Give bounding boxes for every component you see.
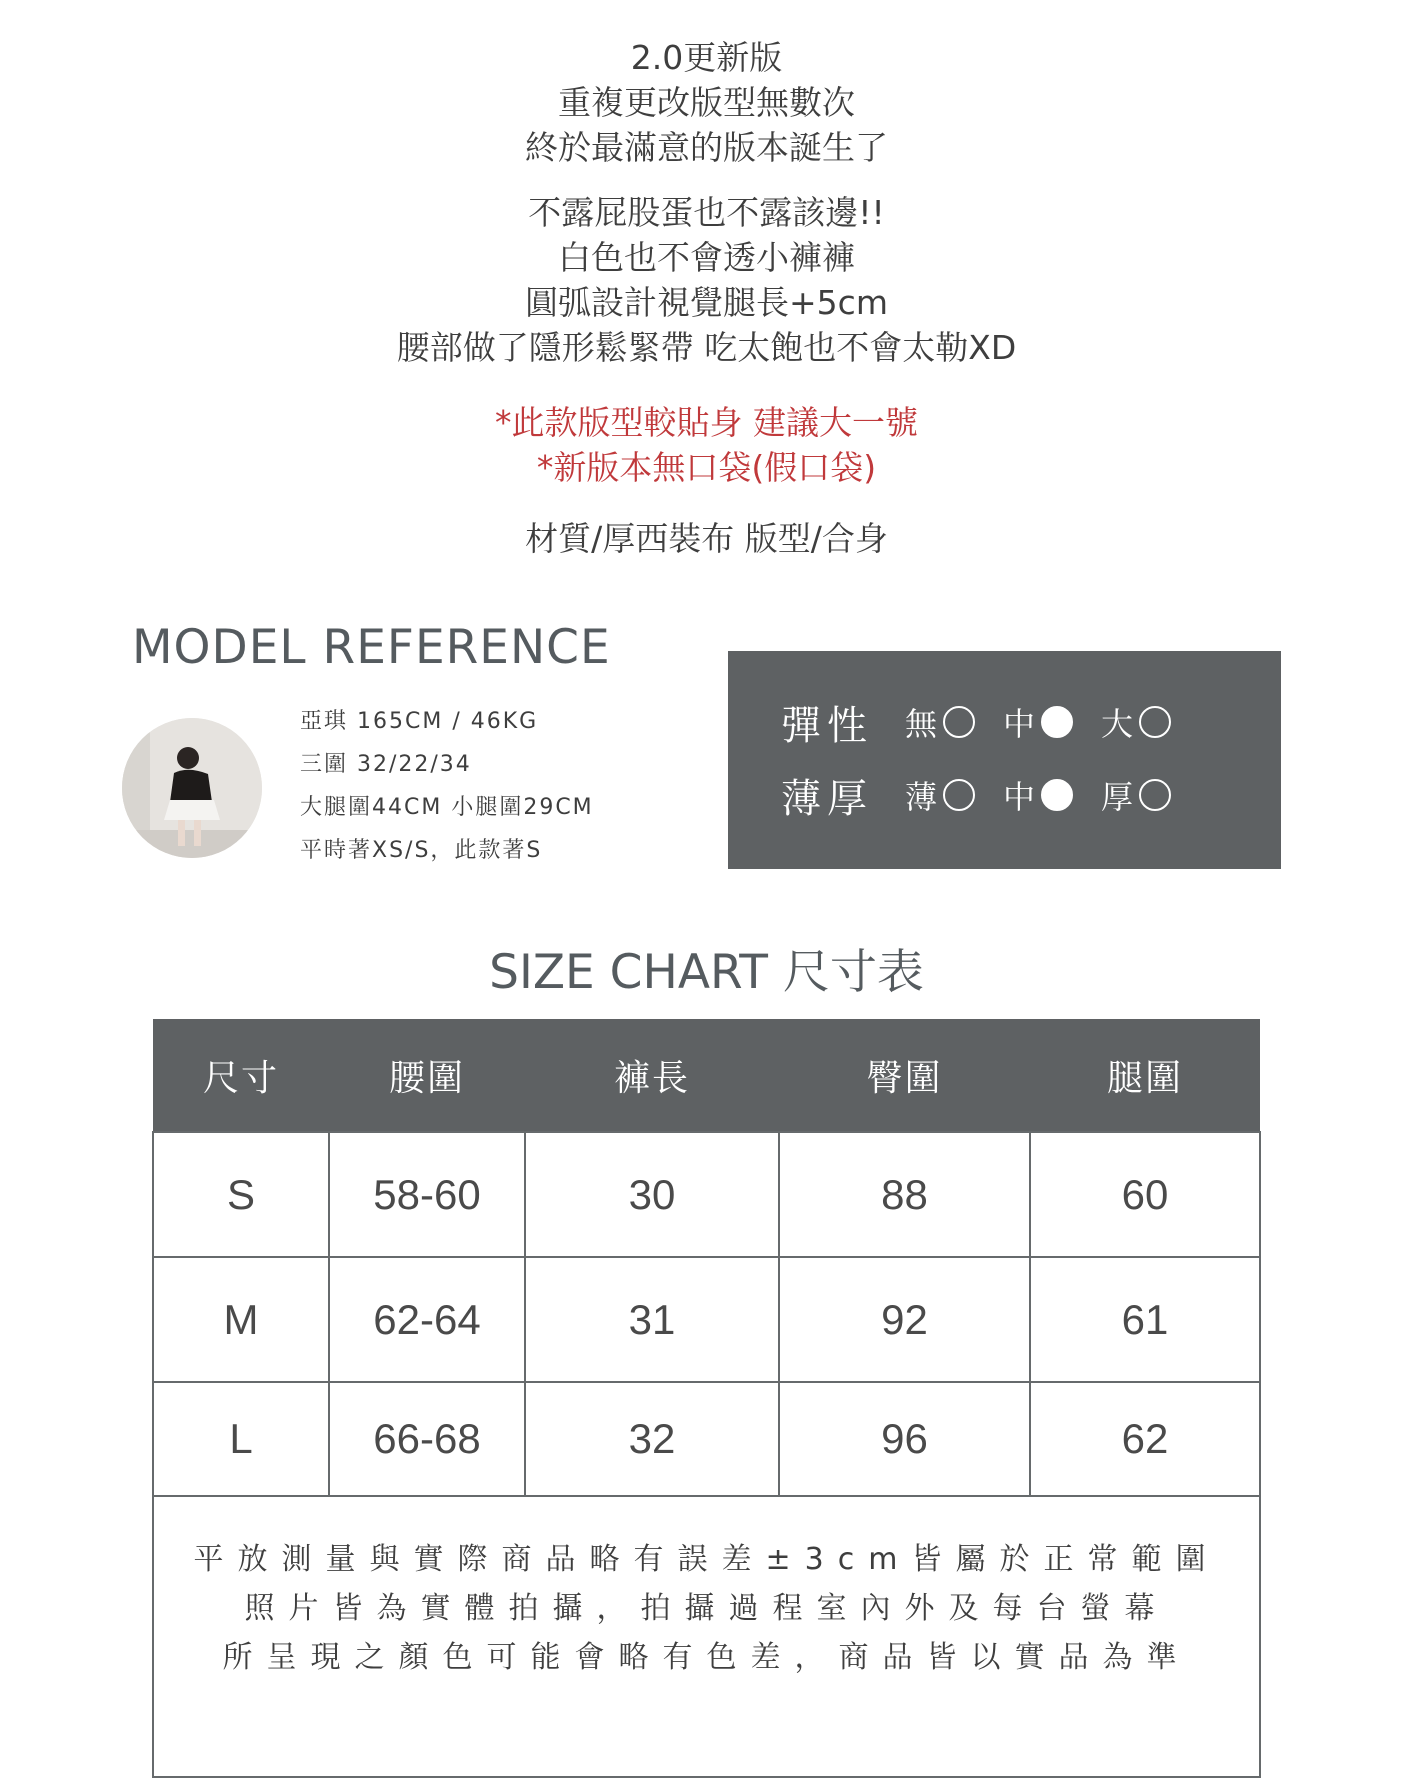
option-thick: [1101, 772, 1171, 818]
model-line: 平時著XS/S，此款著S: [300, 838, 543, 863]
model-measurements: [300, 700, 594, 872]
option-label: 中: [1003, 705, 1036, 743]
option-none: [905, 699, 975, 745]
hip-cell: 96: [779, 1382, 1030, 1496]
intro-block-2: [0, 190, 1413, 370]
thickness-row: [781, 765, 1199, 825]
option-label: 無: [905, 705, 938, 743]
table-row: [153, 1257, 1260, 1382]
note-line: 平放測量與實際商品略有誤差±3cm皆屬於正常範圍: [193, 1542, 1220, 1577]
header-thigh: 腿圍: [1030, 1019, 1260, 1132]
intro-line: 2.0更新版: [630, 38, 783, 77]
material-info: [0, 516, 1413, 561]
model-line: 亞琪 165CM / 46KG: [300, 709, 539, 734]
size-chart-heading: SIZE CHART 尺寸表: [489, 945, 924, 1000]
intro-line: 不露屁股蛋也不露該邊!!: [528, 193, 885, 232]
fit-note: *新版本無口袋(假口袋): [536, 448, 877, 487]
size-table: [152, 1019, 1261, 1778]
attribute-panel: [728, 651, 1281, 869]
length-cell: 31: [525, 1257, 779, 1382]
waist-cell: 58-60: [329, 1132, 525, 1257]
note-line: 照片皆為實體拍攝，拍攝過程室內外及每台螢幕: [244, 1591, 1169, 1626]
radio-empty-icon: [1139, 779, 1171, 811]
thickness-label: 薄厚: [781, 775, 873, 822]
radio-empty-icon: [943, 706, 975, 738]
radio-empty-icon: [1139, 706, 1171, 738]
thigh-cell: 61: [1030, 1257, 1260, 1382]
size-cell: S: [153, 1132, 329, 1257]
model-line: 三圍 32/22/34: [300, 752, 472, 777]
header-hip: 臀圍: [779, 1019, 1030, 1132]
option-medium: [1003, 699, 1073, 745]
waist-cell: 62-64: [329, 1257, 525, 1382]
elasticity-row: [781, 692, 1199, 752]
size-cell: L: [153, 1382, 329, 1496]
radio-empty-icon: [943, 779, 975, 811]
length-cell: 30: [525, 1132, 779, 1257]
fit-note: *此款版型較貼身 建議大一號: [495, 403, 918, 442]
radio-filled-icon: [1041, 706, 1073, 738]
model-line: 大腿圍44CM 小腿圍29CM: [300, 795, 594, 820]
note-line: 所呈現之顏色可能會略有色差，商品皆以實品為準: [222, 1640, 1191, 1675]
size-cell: M: [153, 1257, 329, 1382]
option-label: 大: [1101, 705, 1134, 743]
option-medium: [1003, 772, 1073, 818]
waist-cell: 66-68: [329, 1382, 525, 1496]
header-length: 褲長: [525, 1019, 779, 1132]
table-header-row: [153, 1019, 1260, 1132]
option-label: 中: [1003, 778, 1036, 816]
intro-line: 重複更改版型無數次: [558, 83, 855, 122]
intro-line: 腰部做了隱形鬆緊帶 吃太飽也不會太勒XD: [396, 328, 1017, 367]
header-waist: 腰圍: [329, 1019, 525, 1132]
table-row: [153, 1132, 1260, 1257]
option-high: [1101, 699, 1171, 745]
length-cell: 32: [525, 1382, 779, 1496]
intro-line: 白色也不會透小褲褲: [558, 238, 855, 277]
elasticity-label: 彈性: [781, 702, 873, 749]
option-label: 薄: [905, 778, 938, 816]
measurement-note: [153, 1496, 1260, 1777]
header-size: 尺寸: [153, 1019, 329, 1132]
fit-notes: [0, 400, 1413, 490]
thigh-cell: 62: [1030, 1382, 1260, 1496]
material-line: 材質/厚西裝布 版型/合身: [525, 519, 888, 558]
table-row: [153, 1382, 1260, 1496]
option-label: 厚: [1101, 778, 1134, 816]
note-row: [153, 1496, 1260, 1777]
thigh-cell: 60: [1030, 1132, 1260, 1257]
radio-filled-icon: [1041, 779, 1073, 811]
model-avatar: [122, 718, 262, 858]
option-thin: [905, 772, 975, 818]
model-reference-heading: MODEL REFERENCE: [132, 620, 611, 675]
intro-line: 終於最滿意的版本誕生了: [525, 128, 888, 167]
hip-cell: 88: [779, 1132, 1030, 1257]
intro-line: 圓弧設計視覺腿長+5cm: [525, 283, 888, 322]
hip-cell: 92: [779, 1257, 1030, 1382]
intro-block-1: [0, 35, 1413, 170]
